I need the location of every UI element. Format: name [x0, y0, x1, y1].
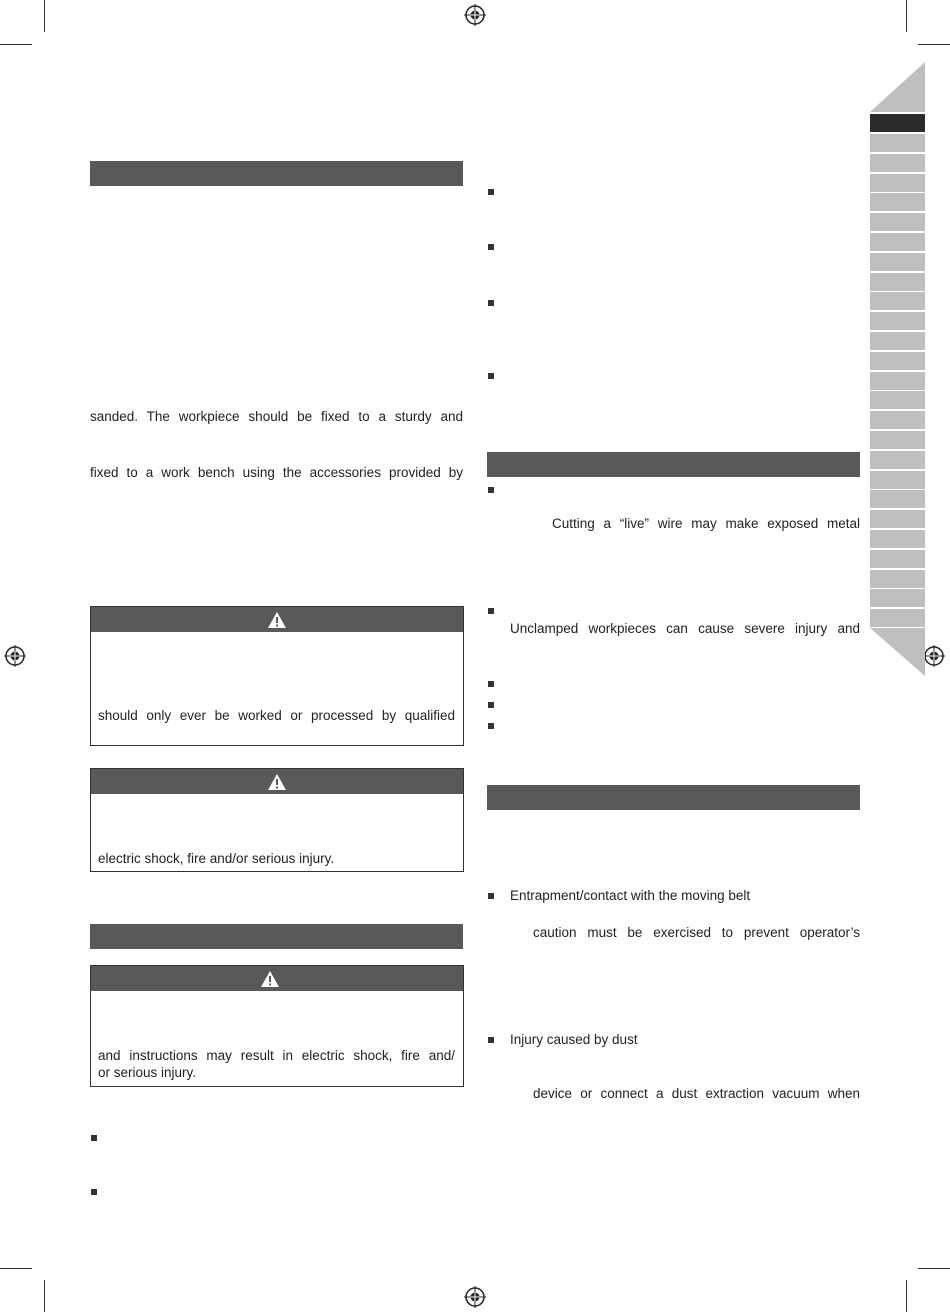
bullet-square-icon: [488, 702, 494, 708]
risk-title: Entrapment/contact with the moving belt: [510, 888, 751, 903]
bullet-square-icon: [488, 487, 494, 493]
warning-text-line: or serious injury.: [98, 1065, 197, 1080]
crop-mark: [44, 0, 45, 32]
crop-mark: [0, 1268, 32, 1269]
language-tab[interactable]: [870, 609, 925, 627]
tab-active[interactable]: [870, 114, 925, 132]
warning-text-line: electric shock, fire and/or serious injury.: [98, 851, 335, 866]
language-tab[interactable]: [870, 490, 925, 508]
warning-triangle-icon: [267, 611, 287, 629]
language-tab[interactable]: [870, 154, 925, 172]
body-text-line: device or connect a dust extraction vacuum when: [533, 1086, 860, 1101]
body-text-line: sanded. The workpiece should be fixed to a sturdy and: [90, 409, 463, 424]
section-header-bar: [90, 161, 463, 186]
warning-triangle-icon: [260, 970, 280, 988]
language-tab[interactable]: [870, 134, 925, 152]
bullet-square-icon: [488, 723, 494, 729]
language-tab[interactable]: [870, 451, 925, 469]
registration-mark-icon: [464, 1286, 486, 1308]
language-tab-strip: [870, 62, 925, 676]
body-text-line: caution must be exercised to prevent operator’s: [533, 925, 860, 940]
crop-mark: [906, 0, 907, 32]
language-tab[interactable]: [870, 471, 925, 489]
bullet-square-icon: [488, 373, 494, 379]
warning-text-line: and instructions may result in electric shock, fire and/: [98, 1048, 455, 1063]
warning-box-header: [91, 607, 463, 632]
crop-mark: [44, 1280, 45, 1312]
language-tab[interactable]: [870, 193, 925, 211]
language-tab[interactable]: [870, 372, 925, 390]
warning-text-line: should only ever be worked or processed by qualified: [98, 708, 455, 723]
language-tab[interactable]: [870, 332, 925, 350]
language-tab[interactable]: [870, 253, 925, 271]
risk-title: Injury caused by dust: [510, 1032, 638, 1047]
section-header-bar: [487, 452, 860, 477]
registration-mark-icon: [4, 645, 26, 667]
language-tab[interactable]: [870, 411, 925, 429]
tab-strip-bottom-triangle: [870, 628, 925, 676]
bullet-square-icon: [488, 244, 494, 250]
body-text-line: Unclamped workpieces can cause severe injury and: [510, 621, 860, 636]
language-tab[interactable]: [870, 213, 925, 231]
language-tab[interactable]: [870, 431, 925, 449]
warning-box: [90, 606, 464, 746]
body-text-line: Cutting a “live” wire may make exposed metal: [552, 516, 860, 531]
language-tab[interactable]: [870, 352, 925, 370]
language-tab[interactable]: [870, 273, 925, 291]
tab-strip-top-triangle: [870, 62, 925, 112]
warning-box-header: [91, 966, 463, 991]
section-header-bar: [487, 785, 860, 810]
language-tab[interactable]: [870, 233, 925, 251]
bullet-square-icon: [91, 1135, 97, 1141]
registration-mark-icon: [923, 645, 945, 667]
crop-mark: [918, 44, 950, 45]
crop-mark: [918, 1268, 950, 1269]
crop-mark: [906, 1280, 907, 1312]
bullet-square-icon: [91, 1189, 97, 1195]
bullet-square-icon: [488, 893, 494, 899]
registration-mark-icon: [464, 4, 486, 26]
crop-mark: [0, 44, 32, 45]
warning-triangle-icon: [267, 773, 287, 791]
language-tab[interactable]: [870, 589, 925, 607]
language-tab[interactable]: [870, 510, 925, 528]
bullet-square-icon: [488, 300, 494, 306]
warning-box: [90, 965, 464, 1087]
language-tab[interactable]: [870, 174, 925, 192]
language-tab[interactable]: [870, 292, 925, 310]
body-text-line: fixed to a work bench using the accessories provided by: [90, 465, 463, 480]
tab-list: [870, 134, 925, 628]
bullet-square-icon: [488, 189, 494, 195]
warning-box-header: [91, 769, 463, 794]
bullet-square-icon: [488, 681, 494, 687]
section-header-bar: [90, 924, 463, 949]
language-tab[interactable]: [870, 391, 925, 409]
language-tab[interactable]: [870, 312, 925, 330]
language-tab[interactable]: [870, 570, 925, 588]
warning-box: [90, 768, 464, 872]
bullet-square-icon: [488, 608, 494, 614]
bullet-square-icon: [488, 1037, 494, 1043]
language-tab[interactable]: [870, 530, 925, 548]
language-tab[interactable]: [870, 550, 925, 568]
